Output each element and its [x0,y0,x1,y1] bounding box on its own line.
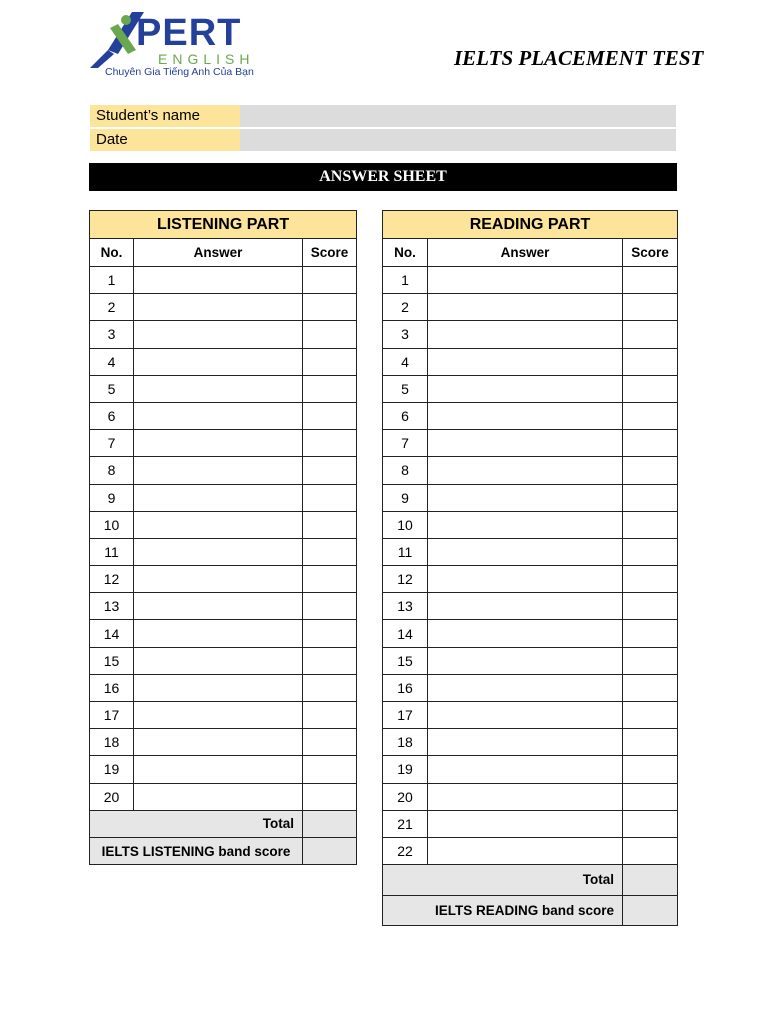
table-row [90,430,357,457]
score-cell[interactable] [303,783,357,810]
question-number: 17 [90,702,134,729]
column-header-answer: Answer [428,239,623,267]
table-row [383,674,678,701]
answer-cell[interactable] [134,321,303,348]
table-row [383,620,678,647]
answer-cell[interactable] [134,375,303,402]
table-row [383,702,678,729]
reading-total-label: Total [383,865,623,896]
answer-cell[interactable] [428,538,623,565]
score-cell[interactable] [303,566,357,593]
question-number: 19 [90,756,134,783]
question-number: 21 [383,810,428,837]
table-row [90,729,357,756]
column-header-no: No. [383,239,428,267]
answer-cell[interactable] [428,402,623,429]
question-number: 7 [90,430,134,457]
answer-cell[interactable] [134,430,303,457]
question-number: 2 [90,294,134,321]
score-cell[interactable] [623,321,678,348]
answer-cell[interactable] [428,457,623,484]
score-cell[interactable] [623,538,678,565]
question-number: 1 [383,267,428,294]
score-cell[interactable] [623,294,678,321]
table-row [90,457,357,484]
score-cell[interactable] [303,484,357,511]
question-number: 16 [90,674,134,701]
question-number: 7 [383,430,428,457]
answer-cell[interactable] [428,810,623,837]
answer-cell[interactable] [428,783,623,810]
table-row [90,511,357,538]
listening-band-cell[interactable] [303,837,357,864]
question-number: 1 [90,267,134,294]
question-number: 12 [90,566,134,593]
question-number: 11 [383,538,428,565]
table-row [383,783,678,810]
answer-cell[interactable] [134,620,303,647]
question-number: 14 [90,620,134,647]
question-number: 15 [383,647,428,674]
answer-cell[interactable] [134,484,303,511]
answer-cell[interactable] [134,294,303,321]
score-cell[interactable] [303,321,357,348]
question-number: 11 [90,538,134,565]
answer-cell[interactable] [134,267,303,294]
score-cell[interactable] [623,810,678,837]
answer-cell[interactable] [134,593,303,620]
score-cell[interactable] [303,538,357,565]
score-cell[interactable] [303,511,357,538]
date-label: Date [90,129,240,151]
question-number: 22 [383,837,428,864]
table-row [383,837,678,864]
listening-total-cell[interactable] [303,810,357,837]
score-cell[interactable] [303,294,357,321]
question-number: 10 [90,511,134,538]
answer-cell[interactable] [428,593,623,620]
column-header-no: No. [90,239,134,267]
table-row [90,538,357,565]
table-row [90,783,357,810]
question-number: 8 [90,457,134,484]
score-cell[interactable] [303,375,357,402]
table-row [90,647,357,674]
answer-cell[interactable] [134,402,303,429]
table-row [90,593,357,620]
question-number: 16 [383,674,428,701]
answer-cell[interactable] [428,702,623,729]
score-cell[interactable] [623,620,678,647]
question-number: 9 [383,484,428,511]
answer-cell[interactable] [134,702,303,729]
table-row [383,511,678,538]
listening-part-title: LISTENING PART [90,211,357,239]
answer-cell[interactable] [428,647,623,674]
answer-cell[interactable] [134,783,303,810]
score-cell[interactable] [303,674,357,701]
table-row [383,756,678,783]
table-row [90,267,357,294]
table-row [90,348,357,375]
answer-cell[interactable] [134,566,303,593]
table-row [90,484,357,511]
score-cell[interactable] [623,593,678,620]
score-cell[interactable] [303,348,357,375]
question-number: 14 [383,620,428,647]
score-cell[interactable] [623,430,678,457]
answer-cell[interactable] [134,674,303,701]
table-row [383,457,678,484]
answer-cell[interactable] [428,348,623,375]
score-cell[interactable] [623,837,678,864]
answer-cell[interactable] [428,620,623,647]
answer-cell[interactable] [428,375,623,402]
score-cell[interactable] [303,729,357,756]
question-number: 3 [383,321,428,348]
score-cell[interactable] [623,756,678,783]
answer-cell[interactable] [134,756,303,783]
question-number: 5 [383,375,428,402]
question-number: 5 [90,375,134,402]
table-row [383,375,678,402]
logo-brand-text: PERT [136,12,242,54]
table-row [383,321,678,348]
reading-table [382,210,678,926]
table-row [383,430,678,457]
answer-cell[interactable] [428,566,623,593]
question-number: 12 [383,566,428,593]
listening-total-label: Total [90,810,303,837]
score-cell[interactable] [303,430,357,457]
logo-tagline: Chuyên Gia Tiếng Anh Của Bạn [105,66,254,78]
table-row [383,538,678,565]
answer-cell[interactable] [428,674,623,701]
question-number: 15 [90,647,134,674]
answer-cell[interactable] [134,729,303,756]
score-cell[interactable] [303,756,357,783]
score-cell[interactable] [623,702,678,729]
score-cell[interactable] [623,267,678,294]
table-row [383,647,678,674]
question-number: 9 [90,484,134,511]
answer-cell[interactable] [428,511,623,538]
table-row [90,566,357,593]
logo-sub-text: ENGLISH [158,51,255,67]
table-row [90,702,357,729]
page-title: IELTS PLACEMENT TEST [454,46,704,70]
answer-cell[interactable] [134,538,303,565]
column-header-score: Score [303,239,357,267]
score-cell[interactable] [623,348,678,375]
answer-cell[interactable] [134,511,303,538]
table-row [383,294,678,321]
question-number: 6 [90,402,134,429]
table-row [90,674,357,701]
answer-cell[interactable] [428,267,623,294]
question-number: 13 [90,593,134,620]
score-cell[interactable] [303,702,357,729]
question-number: 4 [383,348,428,375]
student-name-field[interactable] [240,105,676,127]
answer-cell[interactable] [428,837,623,864]
question-number: 18 [383,729,428,756]
score-cell[interactable] [623,729,678,756]
answer-cell[interactable] [428,321,623,348]
score-cell[interactable] [303,647,357,674]
table-row [383,267,678,294]
student-name-row [90,105,676,127]
reading-band-label: IELTS READING band score [383,895,623,926]
score-cell[interactable] [623,783,678,810]
score-cell[interactable] [623,484,678,511]
question-number: 8 [383,457,428,484]
score-cell[interactable] [303,593,357,620]
listening-band-label: IELTS LISTENING band score [90,837,303,864]
date-field[interactable] [240,129,676,151]
question-number: 20 [90,783,134,810]
table-row [90,375,357,402]
table-row [383,810,678,837]
table-row [383,593,678,620]
score-cell[interactable] [623,674,678,701]
column-header-score: Score [623,239,678,267]
answer-cell[interactable] [428,294,623,321]
table-row [90,321,357,348]
reading-part-title: READING PART [383,211,678,239]
reading-band-cell[interactable] [623,895,678,926]
answer-cell[interactable] [428,484,623,511]
question-number: 20 [383,783,428,810]
table-row [90,294,357,321]
answer-cell[interactable] [428,756,623,783]
table-row [90,756,357,783]
score-cell[interactable] [303,267,357,294]
score-cell[interactable] [623,511,678,538]
column-header-answer: Answer [134,239,303,267]
answer-cell[interactable] [428,430,623,457]
question-number: 13 [383,593,428,620]
answer-cell[interactable] [428,729,623,756]
listening-table [89,210,357,865]
student-name-label: Student’s name [90,105,240,127]
answer-sheet-banner: ANSWER SHEET [89,163,677,191]
score-cell[interactable] [623,566,678,593]
table-row [90,620,357,647]
question-number: 3 [90,321,134,348]
question-number: 4 [90,348,134,375]
table-row [383,566,678,593]
score-cell[interactable] [623,375,678,402]
score-cell[interactable] [623,647,678,674]
score-cell[interactable] [303,620,357,647]
brand-logo [88,10,263,82]
answer-cell[interactable] [134,348,303,375]
score-cell[interactable] [303,457,357,484]
table-row [383,729,678,756]
table-row [383,484,678,511]
score-cell[interactable] [623,457,678,484]
question-number: 2 [383,294,428,321]
score-cell[interactable] [623,402,678,429]
answer-cell[interactable] [134,457,303,484]
table-row [383,402,678,429]
answer-cell[interactable] [134,647,303,674]
question-number: 10 [383,511,428,538]
score-cell[interactable] [303,402,357,429]
date-row [90,129,676,151]
table-row [383,348,678,375]
question-number: 17 [383,702,428,729]
question-number: 6 [383,402,428,429]
table-row [90,402,357,429]
question-number: 19 [383,756,428,783]
question-number: 18 [90,729,134,756]
reading-total-cell[interactable] [623,865,678,896]
